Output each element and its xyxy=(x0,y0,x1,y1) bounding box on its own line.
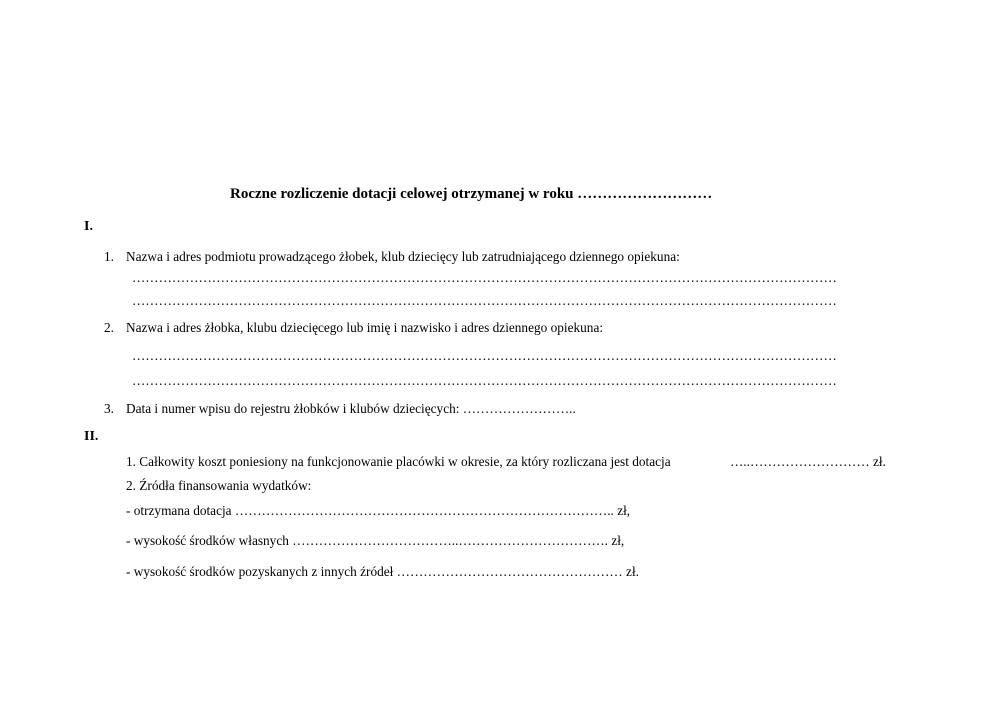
fill-line: …………………………………………………………………………………………………………………………………………… xyxy=(132,373,837,388)
fill-line: …………………………………………………………………………………………………………………………………………… xyxy=(132,270,837,285)
funding-source-line: - otrzymana dotacja ………………………………………………………………………….. zł, xyxy=(126,503,631,518)
item-number: 3. xyxy=(104,401,114,416)
item-label: Data i numer wpisu do rejestru żłobków i klubów dziecięcych: …………………….. xyxy=(126,401,576,416)
section-2-heading: II. xyxy=(84,429,99,444)
total-cost-label: 1. Całkowity koszt poniesiony na funkcjonowanie placówki w okresie, za który rozliczana jest dotacja xyxy=(126,454,671,469)
item-number: 2. xyxy=(104,320,114,335)
section-1-heading: I. xyxy=(84,219,93,234)
funding-source-line: - wysokość środków pozyskanych z innych źródeł …………………………………………… zł. xyxy=(126,564,639,579)
total-cost-value: …..……………………… zł. xyxy=(730,454,886,469)
document-title: Roczne rozliczenie dotacji celowej otrzymanej w roku ……………………… xyxy=(230,186,713,202)
funding-sources-heading: 2. Źródła finansowania wydatków: xyxy=(126,478,312,493)
item-label: Nazwa i adres żłobka, klubu dziecięcego lub imię i nazwisko i adres dziennego opiekuna: xyxy=(126,320,604,335)
fill-line: …………………………………………………………………………………………………………………………………………… xyxy=(132,348,837,363)
fill-line: …………………………………………………………………………………………………………………………………………… xyxy=(132,293,837,308)
item-label: Nazwa i adres podmiotu prowadzącego żłobek, klub dziecięcy lub zatrudniającego dziennego opiekuna: xyxy=(126,249,680,264)
funding-source-line: - wysokość środków własnych ………………………………..……………………………. zł, xyxy=(126,533,625,548)
item-number: 1. xyxy=(104,249,114,264)
